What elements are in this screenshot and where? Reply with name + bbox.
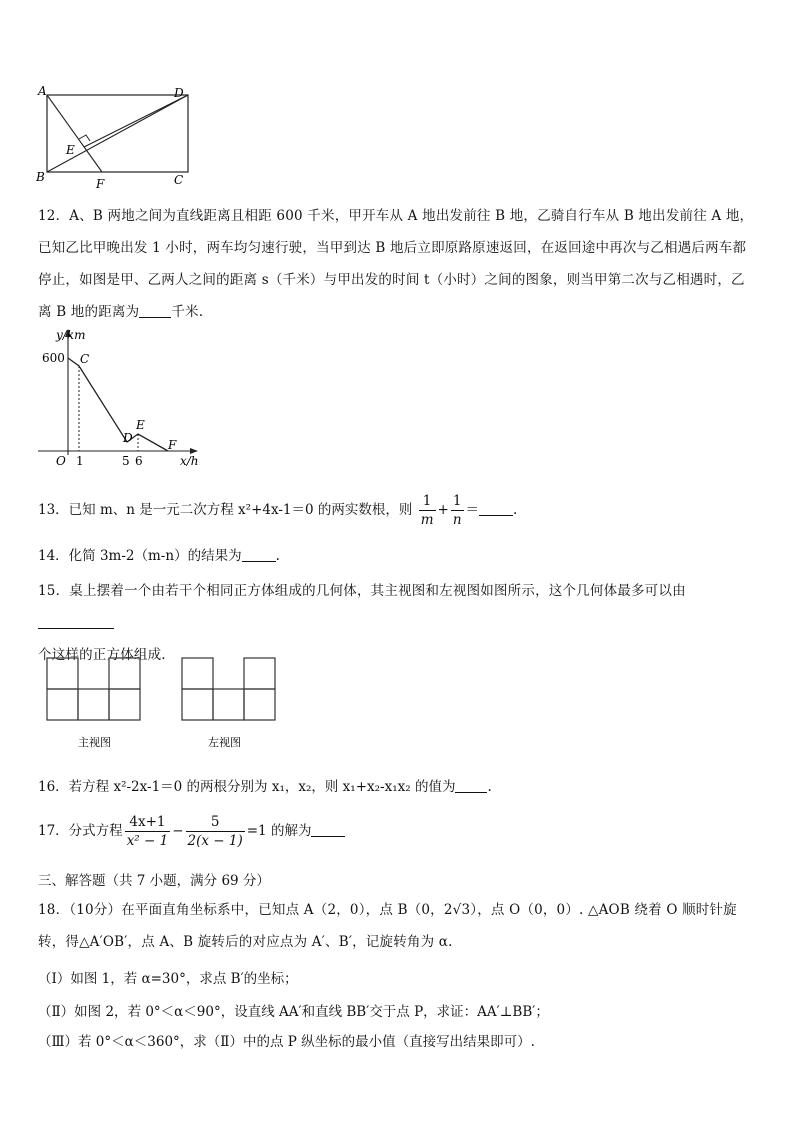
question-12 [38,200,758,328]
frac-num: 5 [186,813,245,832]
frac-den: n [452,512,462,528]
question-16 [38,775,492,795]
q18-stem: 18．（10分）在平面直角坐标系中，已知点 A（2，0），点 B（0，2√3），点 O（0，0）. △AOB 绕着 O 顺时针旋转，得△A′OB′，点 A、B 旋转后的对应点为 A′、B′，记旋转角为 α. [38,902,737,950]
q18-part-iii: （Ⅲ）若 0°＜α＜360°，求（Ⅱ）中的点 P 纵坐标的最小值（直接写出结果即可）. [38,1034,535,1050]
front-view-caption: 主视图 [78,736,111,749]
section-heading: 三、解答题（共 7 小题，满分 69 分） [38,873,270,889]
point-d-label: D [123,431,133,445]
question-18 [38,894,758,958]
fraction-5 [186,813,245,850]
fraction-4x1 [125,813,171,850]
frac-den: x² − 1 [126,833,169,849]
left-view [182,658,275,720]
equals-sign: ＝ [465,502,480,518]
x-axis-label: x/h [180,454,199,468]
segment-bd [47,95,188,172]
q16-text: 16．若方程 x²-2x-1＝0 的两根分别为 x₁，x₂，则 x₁+x₂-x₁x₂ 的值为 [38,779,456,795]
q12-text: 12．A、B 两地之间为直线距离且相距 600 千米，甲开车从 A 地出发前往 B 地，乙骑自行车从 B 地出发前往 A 地，已知乙比甲晚出发 1 小时，两车均匀速行驶，当甲到达 B 地后立即原路原速返回，在返回途中再次与乙相遇后两车都停止，如图是甲、乙两人之间的距离 s（千米）与甲出发的时间 t（小时）之间的图象，则当甲第二次与乙相遇时，乙离 B 地的距离为 [38,208,754,320]
x-tick-6: 6 [135,454,143,468]
rectangle-figure [34,84,194,192]
frac-num: 1 [451,492,464,511]
y-axis-label: y/km [56,328,86,342]
label-b: B [36,170,45,184]
q12-tail: 千米. [171,304,204,320]
frac-den: m [420,512,434,528]
q13-answer-blank[interactable] [479,501,513,516]
label-f: F [96,177,105,191]
q14-tail: . [275,548,280,564]
question-17 [38,813,345,850]
q13-tail: . [513,502,518,518]
label-d: D [174,86,184,100]
fraction-1-over-m [419,492,436,529]
q15-text: 15．桌上摆着一个由若干个相同正方体组成的几何体，其主视图和左视图如图所示，这个几何体最多可以由 [38,583,686,599]
frac-num: 4x+1 [125,813,171,832]
q15-tail: 个这样的正方体组成. [38,647,166,663]
y-tick-600: 600 [42,351,65,365]
question-13 [38,492,517,529]
q13-pre: 13．已知 m、n 是一元二次方程 x²+4x-1＝0 的两实数根，则 [38,502,413,518]
label-a: A [38,84,47,98]
views-figure [40,652,290,752]
plus-sign: + [437,502,449,518]
point-e-label: E [136,418,145,432]
point-f-label: F [168,438,177,452]
q16-tail: . [487,779,492,795]
graph-polyline [68,358,168,451]
point-c-label: C [80,352,90,366]
right-angle-mark [79,135,90,141]
q17-post: =1 的解为 [246,823,312,839]
q18-part-ii: （Ⅱ）如图 2，若 0°＜α＜90°，设直线 AA′和直线 BB′交于点 P，求证：AA′⊥BB′； [38,1004,549,1020]
frac-num: 1 [419,492,436,511]
segment-af [47,95,102,172]
q15-answer-blank[interactable] [38,614,114,629]
segment-de [84,95,188,147]
left-view-caption: 左视图 [208,736,241,749]
q17-answer-blank[interactable] [311,822,345,837]
origin-label: O [56,454,66,468]
label-e: E [66,143,75,157]
q16-answer-blank[interactable] [455,778,487,793]
fraction-1-over-n [451,492,464,529]
front-view [47,658,140,720]
q17-pre: 17．分式方程 [38,823,123,839]
x-tick-5: 5 [122,454,130,468]
label-c: C [174,173,184,187]
minus-sign: − [172,823,184,839]
x-tick-1: 1 [76,454,84,468]
question-14 [38,544,280,564]
q14-answer-blank[interactable] [242,547,276,562]
q14-pre: 14．化简 3m-2（m-n）的结果为 [38,548,242,564]
q18-part-i: （I）如图 1，若 α=30°，求点 B′的坐标； [38,971,298,987]
distance-time-graph [34,325,214,475]
frac-den: 2(x − 1) [187,833,243,849]
q12-answer-blank[interactable] [139,303,171,318]
